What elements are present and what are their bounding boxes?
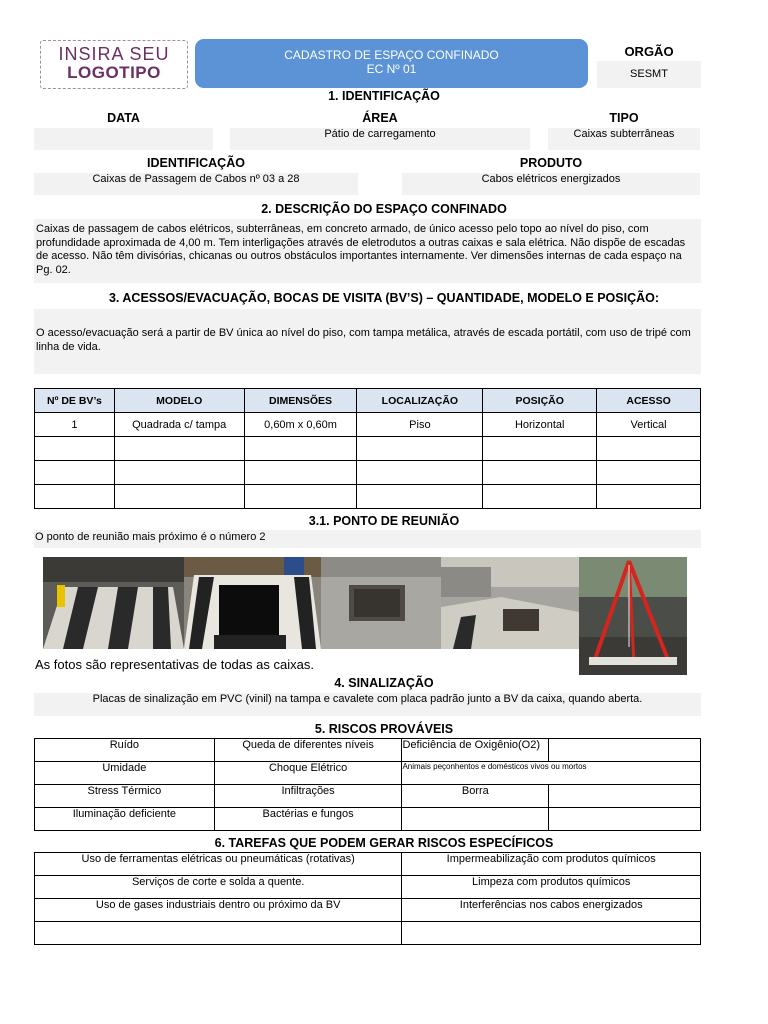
tarefas-table (34, 852, 701, 945)
risco-cell: Ruído (35, 739, 215, 762)
risco-cell: Iluminação deficiente (35, 808, 215, 831)
section-riscos-title: 5. RISCOS PROVÁVEIS (314, 722, 454, 736)
tarefa-cell (35, 922, 402, 945)
produto-label: PRODUTO (519, 156, 583, 170)
section-descricao-title: 2. DESCRIÇÃO DO ESPAÇO CONFINADO (261, 202, 507, 216)
table-row (35, 922, 701, 945)
bv-cell (35, 485, 115, 509)
acessos-text: O acesso/evacuação será a partir de BV única ao nível do piso, com tampa metálica, através de escada portátil, com uso de tripé com linha de vida. (34, 309, 701, 374)
bv-cell: Vertical (597, 413, 701, 437)
bv-cell (483, 437, 597, 461)
logo-placeholder (40, 40, 188, 89)
descricao-text: Caixas de passagem de cabos elétricos, subterrâneas, em concreto armado, de único acesso pelo topo ao nível do piso, com profundidade aproximada de 4,00 m. Tem interligações através de eletrodutos a outras caixas e sala elétrica. Não dispõe de escadas de acesso. Não têm divisórias, chicanas ou outros obstáculos importantes internamente. Ver dimensões internas de cada espaço na Pg. 02. (34, 219, 701, 283)
tarefa-cell: Impermeabilização com produtos químicos (402, 853, 701, 876)
risco-cell: Umidade (35, 762, 215, 785)
bv-header-cell: Nº DE BV’s (35, 389, 115, 413)
riscos-table (34, 738, 701, 831)
table-row (35, 413, 701, 437)
bv-cell (483, 461, 597, 485)
document-title: CADASTRO DE ESPAÇO CONFINADO (284, 48, 499, 62)
bv-header-cell: POSIÇÃO (483, 389, 597, 413)
produto-value: Cabos elétricos energizados (402, 173, 700, 195)
bv-cell (35, 461, 115, 485)
bv-cell (357, 437, 483, 461)
data-label: DATA (107, 111, 140, 125)
document-code: EC Nº 01 (366, 62, 417, 76)
sinalizacao-text: Placas de sinalização em PVC (vinil) na tampa e cavalete com placa padrão junto a BV da caixa, quando aberta. (34, 693, 701, 716)
bv-cell (244, 485, 357, 509)
identificacao-value: Caixas de Passagem de Cabos nº 03 a 28 (34, 173, 358, 195)
area-value: Pátio de carregamento (230, 128, 530, 150)
bv-cell (597, 461, 701, 485)
table-row (35, 853, 701, 876)
table-row (35, 485, 701, 509)
table-row (35, 785, 701, 808)
photos-caption: As fotos são representativas de todas as caixas. (35, 657, 314, 672)
bv-table (34, 388, 701, 509)
photo-manhole-near-building (441, 557, 579, 649)
photo-open-manhole (184, 557, 321, 649)
risco-cell: Stress Térmico (35, 785, 215, 808)
risco-cell (549, 739, 701, 762)
reuniao-text: O ponto de reunião mais próximo é o número 2 (34, 530, 701, 548)
section-acessos-title: 3. ACESSOS/EVACUAÇÃO, BOCAS DE VISITA (BV’S) – QUANTIDADE, MODELO E POSIÇÃO: (108, 291, 660, 305)
bv-cell (244, 461, 357, 485)
bv-cell (244, 437, 357, 461)
risco-cell: Borra (402, 785, 549, 808)
table-row (35, 437, 701, 461)
section-sinalizacao-title: 4. SINALIZAÇÃO (334, 676, 434, 690)
bv-cell (483, 485, 597, 509)
bv-cell: Piso (357, 413, 483, 437)
risco-cell: Infiltrações (214, 785, 402, 808)
table-row (35, 899, 701, 922)
table-row (35, 762, 701, 785)
table-row (35, 739, 701, 762)
table-row (35, 808, 701, 831)
tipo-value: Caixas subterrâneas (548, 128, 700, 150)
risco-cell: Deficiência de Oxigênio(O2) (402, 739, 549, 762)
bv-cell: 0,60m x 0,60m (244, 413, 357, 437)
data-value (34, 128, 213, 150)
tarefa-cell: Uso de ferramentas elétricas ou pneumáticas (rotativas) (35, 853, 402, 876)
title-banner (195, 39, 588, 88)
bv-cell (357, 461, 483, 485)
tarefa-cell: Uso de gases industriais dentro ou próximo da BV (35, 899, 402, 922)
photo-manhole-cover-1 (43, 557, 184, 649)
tarefa-cell: Serviços de corte e solda a quente. (35, 876, 402, 899)
risco-cell: Bactérias e fungos (214, 808, 402, 831)
tarefa-cell (402, 922, 701, 945)
risco-cell: Animais peçonhentos e domésticos vivos ou mortos (402, 762, 701, 785)
bv-cell: 1 (35, 413, 115, 437)
bv-cell (114, 437, 244, 461)
tarefa-cell: Limpeza com produtos químicos (402, 876, 701, 899)
section-identificacao-title: 1. IDENTIFICAÇÃO (328, 89, 440, 103)
risco-cell (549, 808, 701, 831)
bv-cell: Quadrada c/ tampa (114, 413, 244, 437)
risco-cell: Choque Elétrico (214, 762, 402, 785)
table-row (35, 876, 701, 899)
identificacao-label: IDENTIFICAÇÃO (147, 156, 245, 170)
section-tarefas-title: 6. TAREFAS QUE PODEM GERAR RISCOS ESPECÍFICOS (214, 836, 554, 850)
bv-cell (597, 485, 701, 509)
area-label: ÁREA (362, 111, 398, 125)
bv-cell (114, 485, 244, 509)
risco-cell (402, 808, 549, 831)
risco-cell (549, 785, 701, 808)
logo-line2: LOGOTIPO (67, 63, 161, 82)
bv-header-cell: DIMENSÕES (244, 389, 357, 413)
photo-tripod-rescue (579, 557, 687, 675)
bv-cell (114, 461, 244, 485)
orgao-value: SESMT (597, 61, 701, 88)
bv-cell (597, 437, 701, 461)
bv-table-header (35, 389, 701, 413)
bv-header-cell: LOCALIZAÇÃO (357, 389, 483, 413)
tipo-label: TIPO (609, 111, 639, 125)
bv-cell: Horizontal (483, 413, 597, 437)
orgao-label: ORGÃO (624, 44, 674, 59)
bv-cell (35, 437, 115, 461)
bv-header-cell: ACESSO (597, 389, 701, 413)
photo-closed-manhole (321, 557, 441, 649)
section-reuniao-title: 3.1. PONTO DE REUNIÃO (308, 514, 460, 528)
bv-cell (357, 485, 483, 509)
tarefa-cell: Interferências nos cabos energizados (402, 899, 701, 922)
risco-cell: Queda de diferentes níveis (214, 739, 402, 762)
bv-header-cell: MODELO (114, 389, 244, 413)
logo-line1: INSIRA SEU (58, 44, 170, 64)
table-row (35, 461, 701, 485)
